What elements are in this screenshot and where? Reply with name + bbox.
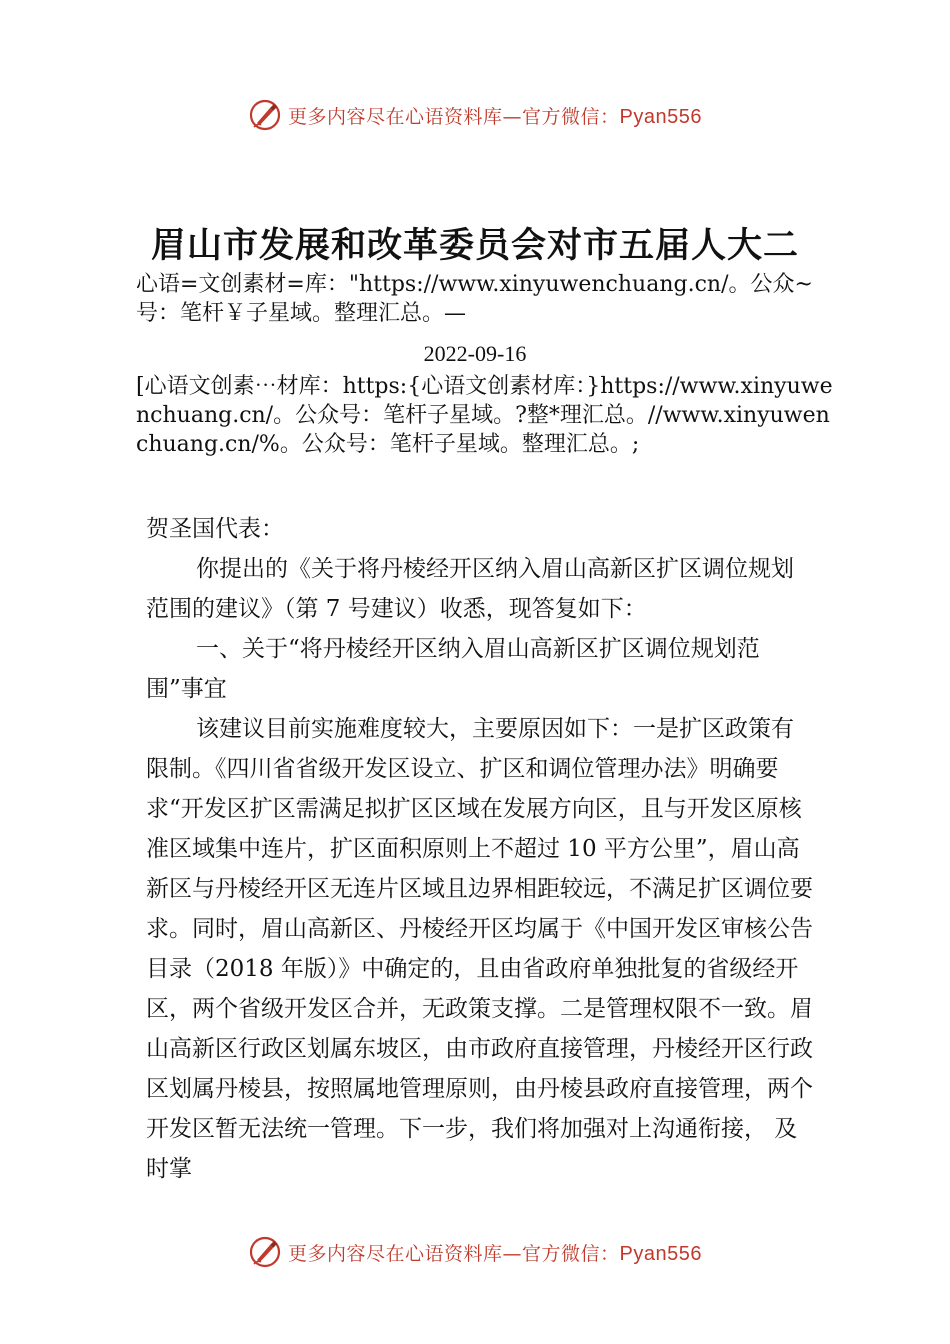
document-date: 2022-09-16 bbox=[423, 341, 527, 366]
header-banner bbox=[0, 95, 950, 135]
document-body bbox=[146, 509, 816, 1189]
salutation: 贺圣国代表： bbox=[146, 516, 284, 542]
banner-label bbox=[288, 1239, 702, 1266]
watermark-notice-secondary: [心语文创素⋯材库：https:{心语文创素材库：}https://www.xinyuwenchuang.cn/。公众号：笔杆子星域。?整*理汇总。//www.xinyuwenchuang.cn/%。公众号：笔杆子星域。整理汇总。; bbox=[136, 374, 833, 457]
body-paragraph: 你提出的《关于将丹棱经开区纳入眉山高新区扩区调位规划范围的建议》（第 7 号建议）收悉，现答复如下： bbox=[146, 556, 794, 622]
pen-logo-icon bbox=[248, 1235, 282, 1269]
pen-logo-icon bbox=[248, 98, 282, 132]
document-title: 眉山市发展和改革委员会对市五届人大二 bbox=[150, 225, 799, 266]
body-paragraph: 该建议目前实施难度较大，主要原因如下：一是扩区政策有限制。《四川省省级开发区设立、扩区和调位管理办法》明确要求“开发区扩区需满足拟扩区区域在发展方向区，且与开发区原核准区域集中连片，扩区面积原则上不超过 10 平方公里”，眉山高新区与丹棱经开区无连片区域且边界相距较远，不满足扩区调位要求。同时，眉山高新区、丹棱经开区均属于《中国开发区审核公告目录（2018 年版）》中确定的，且由省政府单独批复的省级经开区，两个省级开发区合并，无政策支撑。二是管理权限不一致。眉山高新区行政区划属东坡区，由市政府直接管理，丹棱经开区行政区划属丹棱县，按照属地管理原则，由丹棱县政府直接管理，两个开发区暂无法统一管理。下一步，我们将加强对上沟通衔接， 及时掌 bbox=[146, 716, 813, 1182]
watermark-notice: 心语=文创素材=库："https://www.xinyuwenchuang.cn/。公众~号：笔杆￥子星域。整理汇总。— bbox=[136, 272, 813, 326]
banner-wechat-handle: Pyan556 bbox=[619, 105, 702, 128]
section-heading: 一、关于“将丹棱经开区纳入眉山高新区扩区调位规划范围”事宜 bbox=[146, 636, 760, 702]
banner-text: 更多内容尽在心语资料库—官方微信： bbox=[288, 1242, 620, 1265]
banner-label bbox=[288, 102, 702, 129]
banner-wechat-handle: Pyan556 bbox=[619, 1242, 702, 1265]
banner-text: 更多内容尽在心语资料库—官方微信： bbox=[288, 105, 620, 128]
footer-banner bbox=[0, 1232, 950, 1272]
